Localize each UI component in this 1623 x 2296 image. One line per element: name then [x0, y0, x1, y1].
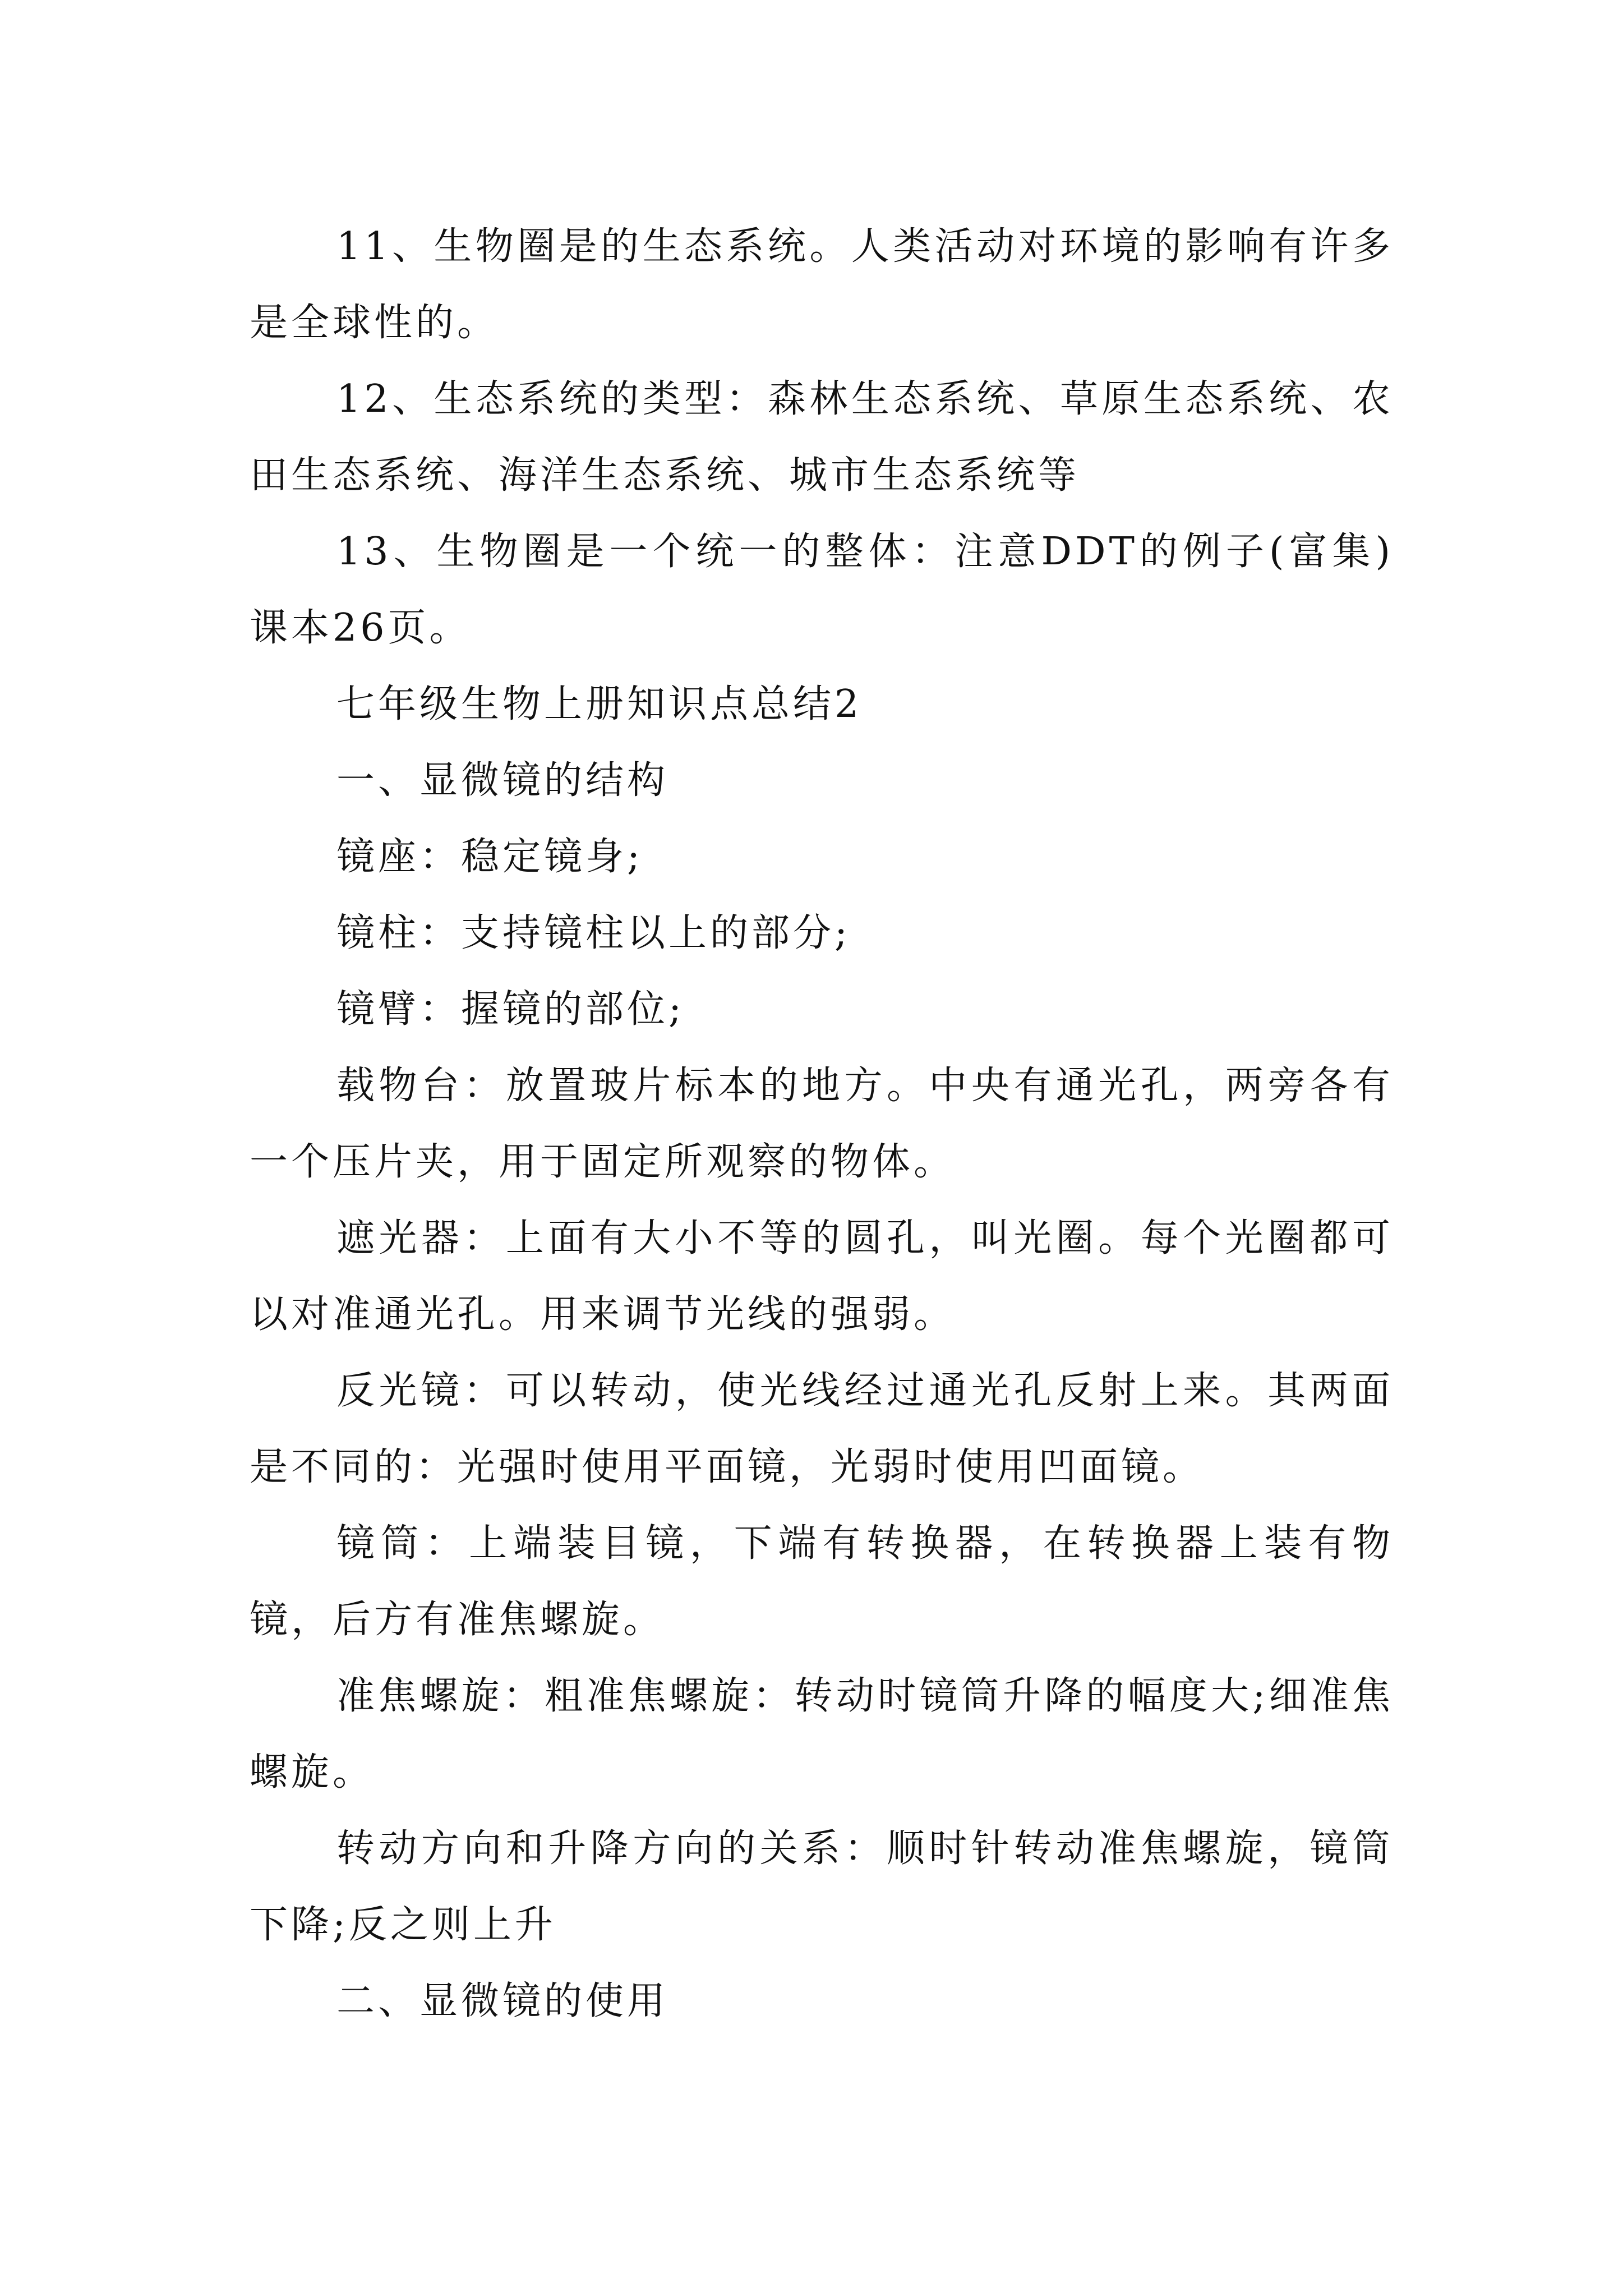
paragraph-rotation-direction: 转动方向和升降方向的关系：顺时针转动准焦螺旋，镜筒下降;反之则上升 [250, 1826, 1394, 1947]
heading-microscope-structure: 一、显微镜的结构 [336, 758, 669, 803]
paragraph-mirror: 反光镜：可以转动，使光线经过通光孔反射上来。其两面是不同的：光强时使用平面镜，光弱时使用凹面镜。 [250, 1369, 1394, 1489]
paragraph-11-biosphere: 11、生物圈是的生态系统。人类活动对环境的影响有许多是全球性的。 [250, 224, 1394, 345]
paragraph-diaphragm: 遮光器：上面有大小不等的圆孔，叫光圈。每个光圈都可以对准通光孔。用来调节光线的强弱。 [250, 1216, 1394, 1337]
document-body [250, 209, 1394, 2040]
paragraph-base: 镜座：稳定镜身; [336, 835, 643, 879]
paragraph-arm: 镜臂：握镜的部位; [336, 987, 685, 1032]
section-title-summary-2: 七年级生物上册知识点总结2 [336, 682, 863, 726]
paragraph-pillar: 镜柱：支持镜柱以上的部分; [336, 911, 851, 955]
paragraph-tube: 镜筒：上端装目镜，下端有转换器，在转换器上装有物镜，后方有准焦螺旋。 [250, 1521, 1394, 1642]
heading-microscope-usage: 二、显微镜的使用 [336, 1979, 669, 2023]
paragraph-stage: 载物台：放置玻片标本的地方。中央有通光孔，两旁各有一个压片夹，用于固定所观察的物体。 [250, 1064, 1394, 1184]
paragraph-12-ecosystem-types: 12、生态系统的类型：森林生态系统、草原生态系统、农田生态系统、海洋生态系统、城市生态系统等 [250, 377, 1394, 498]
paragraph-focus-knob: 准焦螺旋：粗准焦螺旋：转动时镜筒升降的幅度大;细准焦螺旋。 [250, 1674, 1394, 1795]
paragraph-13-biosphere-whole: 13、生物圈是一个统一的整体：注意DDT的例子(富集)课本26页。 [250, 530, 1394, 650]
